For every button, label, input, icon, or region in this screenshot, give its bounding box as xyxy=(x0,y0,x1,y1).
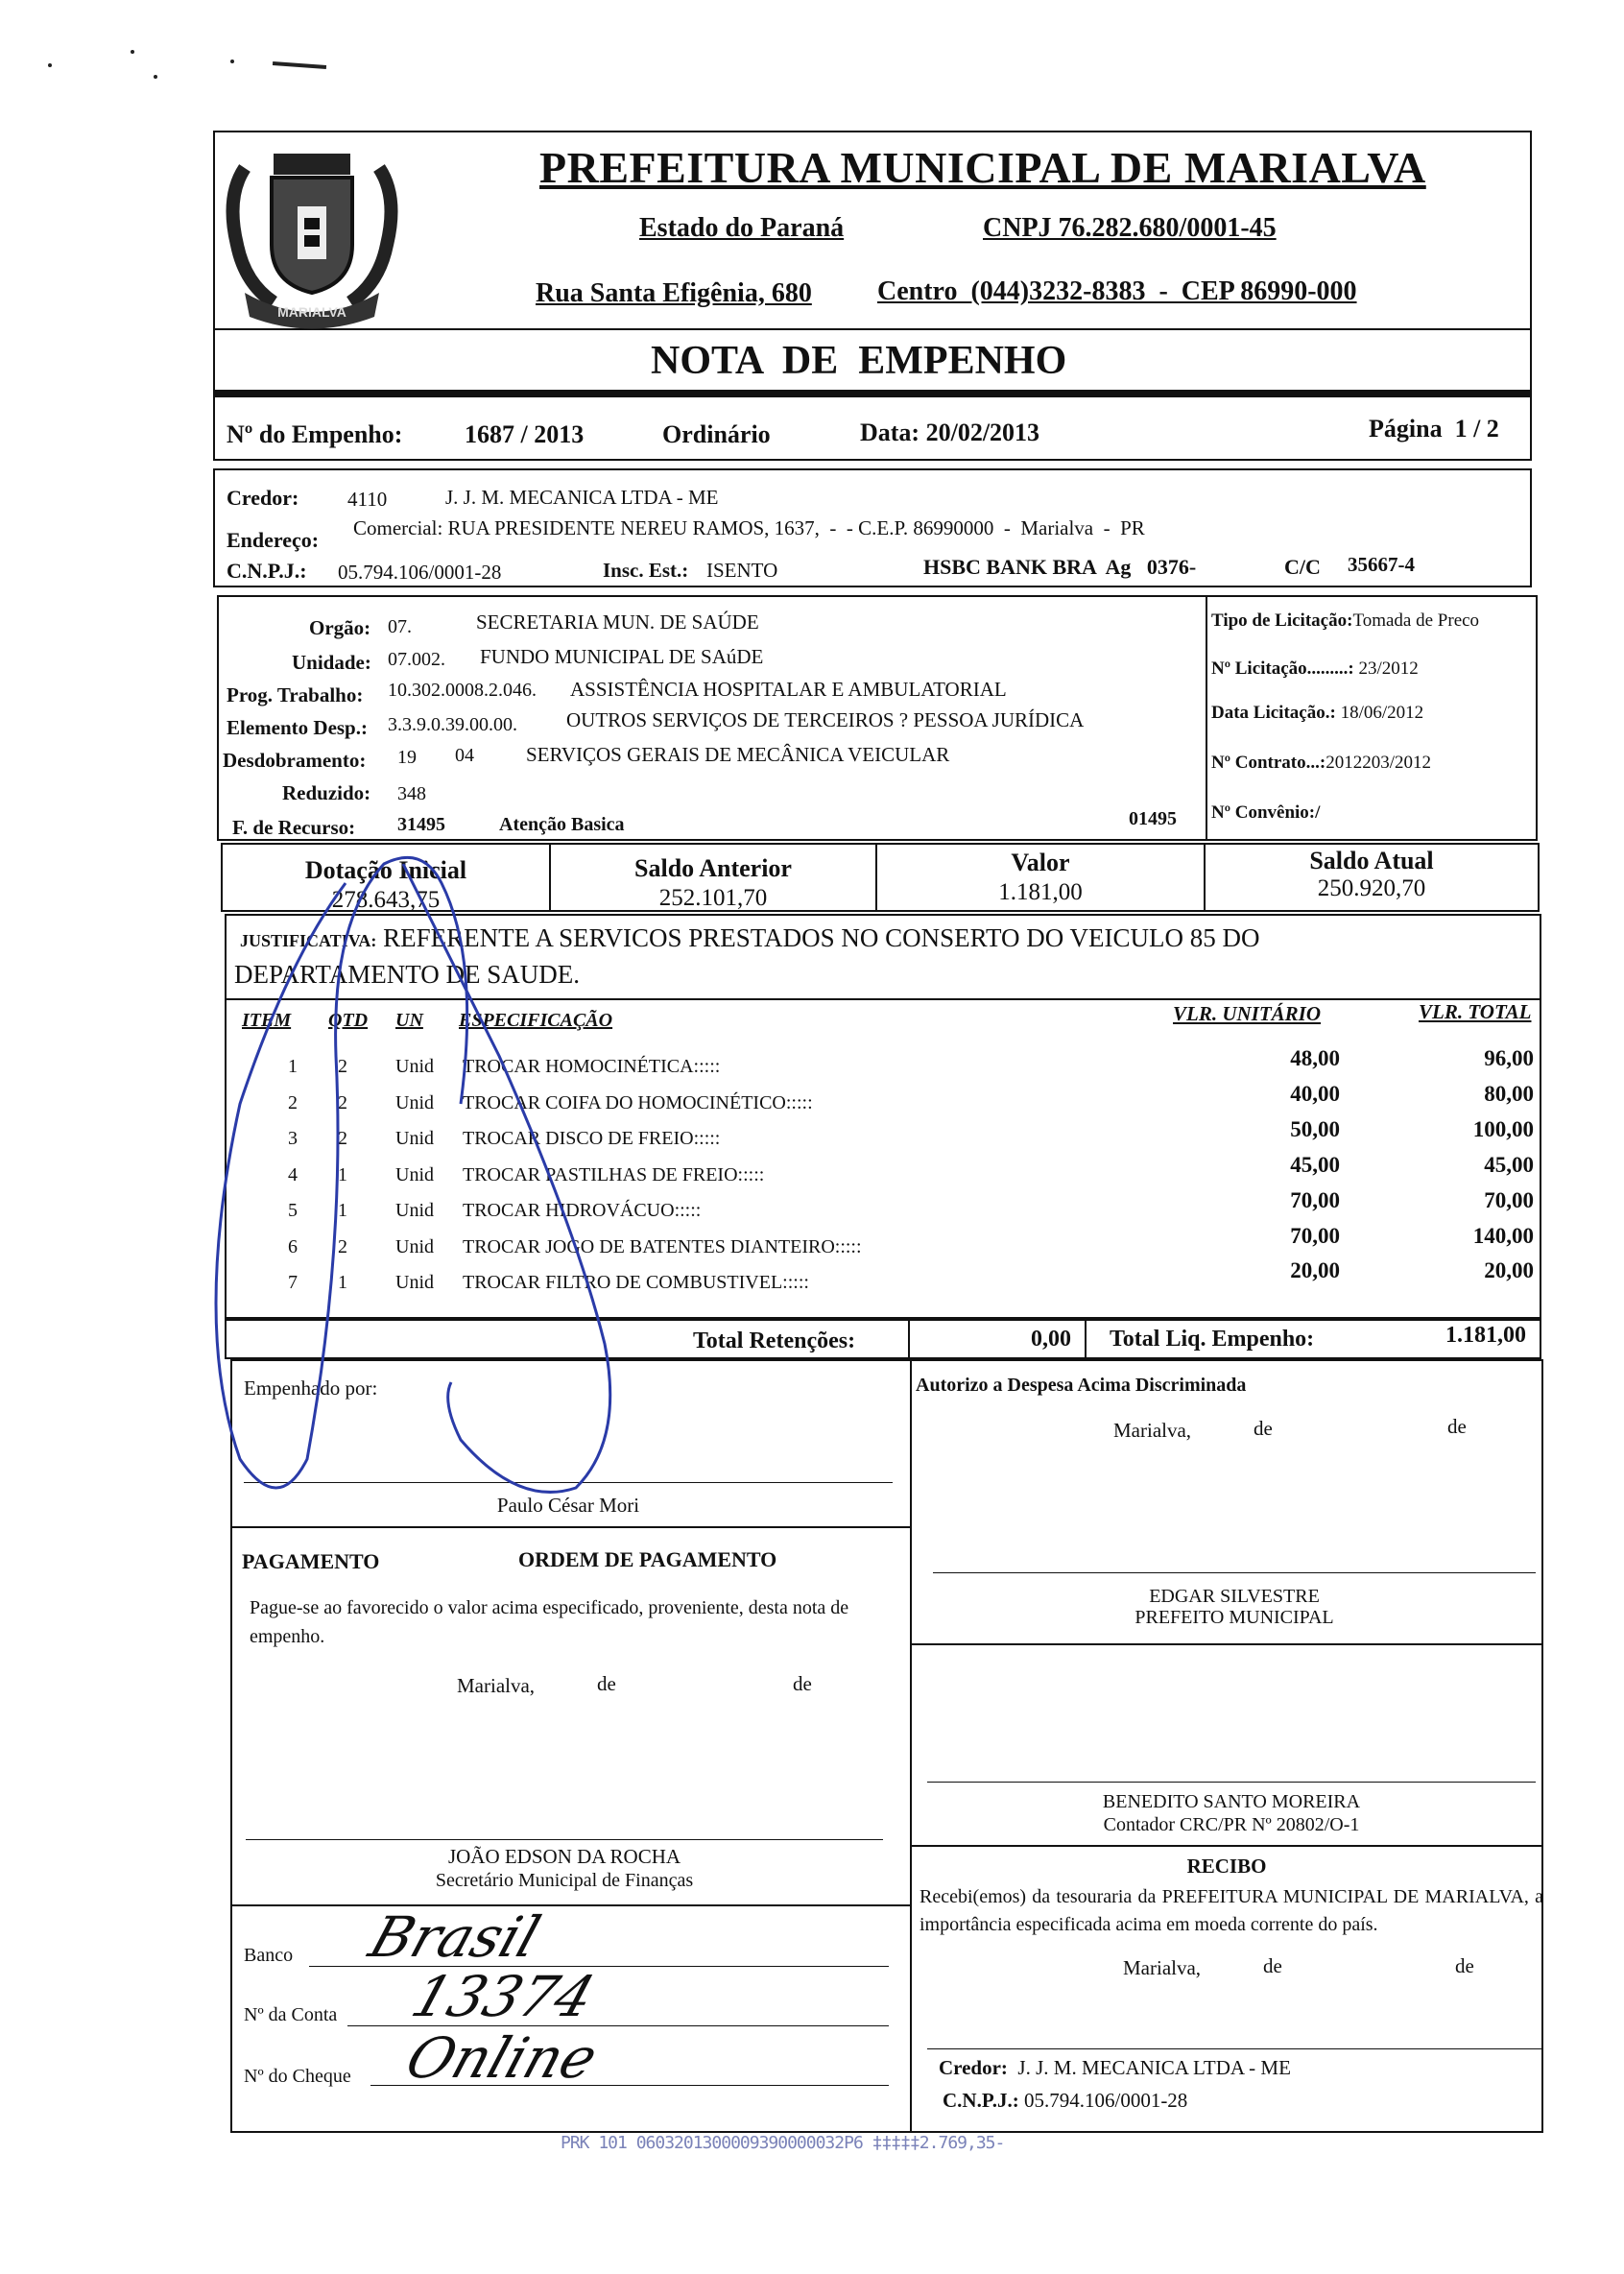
cnpj-label: C.N.P.J.: xyxy=(227,559,307,583)
autorizo-de2: de xyxy=(1447,1415,1467,1438)
desd-code: 19 xyxy=(397,747,417,768)
recibo-city: Marialva, xyxy=(1123,1956,1202,1979)
item-spec: TROCAR PASTILHAS DE FREIO::::: xyxy=(463,1164,765,1185)
header-contact: Centro (044)3232-8383 - CEP 86990-000 xyxy=(877,276,1357,306)
orgao-label: Orgão: xyxy=(309,616,371,639)
reduzido-label: Reduzido: xyxy=(282,781,371,804)
scan-dot xyxy=(48,63,52,67)
unidade-label: Unidade: xyxy=(292,651,371,674)
empenho-label: Nº do Empenho: xyxy=(227,420,403,448)
retencoes-label: Total Retenções: xyxy=(693,1328,856,1353)
justificativa xyxy=(240,923,1260,953)
autorizo-de1: de xyxy=(1254,1417,1273,1440)
empenhado-label: Empenhado por: xyxy=(244,1376,378,1400)
orgao-name: SECRETARIA MUN. DE SAÚDE xyxy=(476,610,759,634)
justificativa-line1: REFERENTE A SERVICOS PRESTADOS NO CONSERTO DO VEICULO 85 DO xyxy=(383,923,1260,952)
dotacao-value: 278.643,75 xyxy=(331,887,441,913)
item-spec: TROCAR HIDROVÁCUO::::: xyxy=(463,1200,702,1221)
item-qtd: 1 xyxy=(338,1272,347,1293)
prog-label: Prog. Trabalho: xyxy=(227,683,364,706)
item-un: Unid xyxy=(395,1272,434,1293)
item-qtd: 2 xyxy=(338,1092,347,1113)
credor-label: Credor: xyxy=(227,486,299,510)
item-un: Unid xyxy=(395,1200,434,1221)
secretario-name: JOÃO EDSON DA ROCHA xyxy=(447,1845,681,1868)
item-unit-price: 70,00 xyxy=(1290,1224,1340,1248)
item-unit-price: 20,00 xyxy=(1290,1258,1340,1283)
elem-code: 3.3.9.0.39.00.00. xyxy=(388,714,517,735)
fonte-ref: 01495 xyxy=(1129,808,1177,829)
recibo-credor: Credor: J. J. M. MECANICA LTDA - ME xyxy=(939,2056,1291,2079)
conta-label: Nº da Conta xyxy=(244,2004,338,2025)
crest-text: MARIALVA xyxy=(277,304,346,320)
item-total-price: 100,00 xyxy=(1472,1116,1534,1141)
recibo-text: Recebi(emos) da tesouraria da PREFEITURA MUNICIPAL DE MARIALVA, a importância especificada acima em moeda corrente do país. xyxy=(919,1886,1543,1935)
item-qtd: 2 xyxy=(338,1236,347,1257)
desd-label: Desdobramento: xyxy=(223,749,367,772)
item-total-price: 45,00 xyxy=(1484,1153,1534,1178)
liq-value: 1.181,00 xyxy=(1445,1323,1526,1348)
item-number: 5 xyxy=(288,1200,298,1221)
recibo-de2: de xyxy=(1455,1954,1474,1977)
saldo-anterior-label: Saldo Anterior xyxy=(634,854,792,882)
credor-insc: ISENTO xyxy=(706,559,778,582)
justificativa-label: JUSTIFICATIVA: xyxy=(240,931,377,950)
banco-label: Banco xyxy=(244,1945,294,1966)
secretario-title: Secretário Municipal de Finanças xyxy=(435,1870,694,1891)
header-address: Rua Santa Efigênia, 680 xyxy=(536,278,812,308)
item-unit-price: 48,00 xyxy=(1290,1046,1340,1070)
ordem-pagamento-label: ORDEM DE PAGAMENTO xyxy=(518,1547,777,1571)
item-unit-price: 70,00 xyxy=(1290,1187,1340,1212)
item-qtd: 1 xyxy=(338,1164,347,1185)
item-un: Unid xyxy=(395,1164,434,1185)
item-spec: TROCAR HOMOCINÉTICA::::: xyxy=(463,1056,721,1077)
recibo-label: RECIBO xyxy=(1186,1855,1267,1878)
liq-label: Total Liq. Empenho: xyxy=(1110,1327,1315,1352)
recibo-cnpj: C.N.P.J.: 05.794.106/0001-28 xyxy=(943,2089,1188,2112)
item-number: 2 xyxy=(288,1092,298,1113)
col-un: UN xyxy=(395,1010,423,1031)
desd-name: SERVIÇOS GERAIS DE MECÂNICA VEICULAR xyxy=(526,743,950,766)
retencoes-value: 0,00 xyxy=(1031,1327,1071,1352)
scan-dot xyxy=(131,50,134,54)
autorizo-label: Autorizo a Despesa Acima Discriminada xyxy=(916,1375,1247,1396)
valor-value: 1.181,00 xyxy=(998,879,1083,905)
hand-cheque: Online xyxy=(397,2025,606,2091)
item-un: Unid xyxy=(395,1128,434,1149)
saldo-atual-label: Saldo Atual xyxy=(1309,847,1434,874)
credor-name: J. J. M. MECANICA LTDA - ME xyxy=(445,486,719,509)
fonte-code: 31495 xyxy=(397,814,445,835)
doc-title: NOTA DE EMPENHO xyxy=(651,339,1067,383)
item-number: 6 xyxy=(288,1236,298,1257)
item-qtd: 1 xyxy=(338,1200,347,1221)
credor-cc: 35667-4 xyxy=(1348,553,1415,576)
pague-de2: de xyxy=(793,1672,812,1695)
item-number: 1 xyxy=(288,1056,298,1077)
contador-title: Contador CRC/PR Nº 20802/O-1 xyxy=(1103,1814,1360,1835)
item-total-price: 70,00 xyxy=(1484,1187,1534,1212)
col-vlr-unit: VLR. UNITÁRIO xyxy=(1173,1002,1322,1025)
footer-stamp: PRK 101 0603201300009390000032P6 ‡‡‡‡‡2.769,35- xyxy=(561,2133,1005,2153)
item-unit-price: 40,00 xyxy=(1290,1082,1340,1107)
col-spec: ESPECIFICAÇÃO xyxy=(459,1010,613,1031)
hand-conta: 13374 xyxy=(403,1964,603,2029)
item-total-price: 96,00 xyxy=(1484,1046,1534,1070)
empenhado-name: Paulo César Mori xyxy=(496,1494,640,1517)
address-label: Endereço: xyxy=(227,528,320,552)
prefeito-title: PREFEITO MUNICIPAL xyxy=(1134,1607,1334,1628)
pagamento-label: PAGAMENTO xyxy=(242,1549,380,1573)
item-total-price: 140,00 xyxy=(1472,1224,1534,1248)
tipo-licitacao: Tipo de Licitação:Tomada de Preco xyxy=(1211,610,1480,631)
item-spec: TROCAR JOGO DE BATENTES DIANTEIRO::::: xyxy=(463,1236,862,1257)
prog-name: ASSISTÊNCIA HOSPITALAR E AMBULATORIAL xyxy=(570,678,1007,701)
num-contrato: Nº Contrato...:2012203/2012 xyxy=(1211,753,1431,773)
pague-text: Pague-se ao favorecido o valor acima especificado, proveniente, desta nota de empenho. xyxy=(250,1597,849,1647)
reduzido-value: 348 xyxy=(397,783,426,804)
item-un: Unid xyxy=(395,1236,434,1257)
insc-label: Insc. Est.: xyxy=(603,559,689,582)
item-unit-price: 45,00 xyxy=(1290,1153,1340,1178)
cheque-label: Nº do Cheque xyxy=(244,2066,351,2087)
pague-de1: de xyxy=(597,1672,616,1695)
contador-name: BENEDITO SANTO MOREIRA xyxy=(1102,1791,1361,1812)
fonte-label: F. de Recurso: xyxy=(232,816,356,839)
item-unit-price: 50,00 xyxy=(1290,1116,1340,1141)
page-number: Página 1 / 2 xyxy=(1369,415,1499,443)
col-item: ITEM xyxy=(242,1010,292,1031)
dotacao-label: Dotação Inicial xyxy=(304,856,467,884)
item-qtd: 2 xyxy=(338,1128,347,1149)
header-cnpj: CNPJ 76.282.680/0001-45 xyxy=(983,213,1277,243)
scan-dot xyxy=(230,60,234,63)
col-qtd: QTD xyxy=(328,1010,369,1031)
cc-label: C/C xyxy=(1284,555,1321,579)
prefeito-name: EDGAR SILVESTRE xyxy=(1149,1586,1320,1607)
data-licitacao: Data Licitação.: 18/06/2012 xyxy=(1211,703,1424,723)
pague-city: Marialva, xyxy=(457,1674,536,1697)
num-licitacao: Nº Licitação.........: 23/2012 xyxy=(1211,658,1419,679)
num-convenio: Nº Convênio:/ xyxy=(1211,802,1321,823)
scan-mark xyxy=(273,61,326,69)
fonte-name: Atenção Basica xyxy=(499,814,625,835)
scan-dot xyxy=(154,75,157,79)
item-spec: TROCAR FILTRO DE COMBUSTIVEL::::: xyxy=(463,1272,809,1293)
item-spec: TROCAR DISCO DE FREIO::::: xyxy=(463,1128,721,1149)
item-total-price: 80,00 xyxy=(1484,1082,1534,1107)
empenho-date: Data: 20/02/2013 xyxy=(860,419,1040,446)
item-spec: TROCAR COIFA DO HOMOCINÉTICO::::: xyxy=(463,1092,813,1113)
recibo-de1: de xyxy=(1263,1954,1282,1977)
credor-code: 4110 xyxy=(347,488,388,511)
item-un: Unid xyxy=(395,1056,434,1077)
state-text: Estado do Paraná xyxy=(639,213,845,243)
empenho-number: 1687 / 2013 xyxy=(465,420,585,448)
justificativa-line2: DEPARTAMENTO DE SAUDE. xyxy=(234,960,580,989)
credor-cnpj: 05.794.106/0001-28 xyxy=(338,561,502,584)
credor-bank: HSBC BANK BRA Ag 0376- xyxy=(923,555,1197,579)
elem-label: Elemento Desp.: xyxy=(227,716,368,739)
item-number: 7 xyxy=(288,1272,298,1293)
item-number: 3 xyxy=(288,1128,298,1149)
page-title: PREFEITURA MUNICIPAL DE MARIALVA xyxy=(539,143,1426,192)
orgao-code: 07. xyxy=(388,616,412,637)
item-total-price: 20,00 xyxy=(1484,1258,1534,1283)
retencoes-box xyxy=(225,1317,1541,1359)
hand-banco: Brasil xyxy=(361,1904,548,1970)
autorizo-city: Marialva, xyxy=(1113,1419,1192,1442)
saldo-atual-value: 250.920,70 xyxy=(1317,875,1426,901)
item-qtd: 2 xyxy=(338,1056,347,1077)
unidade-name: FUNDO MUNICIPAL DE SAúDE xyxy=(480,645,764,668)
city-crest-logo xyxy=(216,139,408,331)
col-vlr-total: VLR. TOTAL xyxy=(1419,1000,1532,1023)
valor-label: Valor xyxy=(1011,849,1070,876)
desd-sub: 04 xyxy=(455,745,474,766)
item-un: Unid xyxy=(395,1092,434,1113)
saldo-anterior-value: 252.101,70 xyxy=(658,885,768,911)
item-number: 4 xyxy=(288,1164,298,1185)
credor-address: Comercial: RUA PRESIDENTE NEREU RAMOS, 1637, - - C.E.P. 86990000 - Marialva - PR xyxy=(353,516,1145,539)
empenho-type: Ordinário xyxy=(662,420,771,448)
prog-code: 10.302.0008.2.046. xyxy=(388,680,537,701)
unidade-code: 07.002. xyxy=(388,649,445,670)
elem-name: OUTROS SERVIÇOS DE TERCEIROS ? PESSOA JURÍDICA xyxy=(566,708,1085,731)
